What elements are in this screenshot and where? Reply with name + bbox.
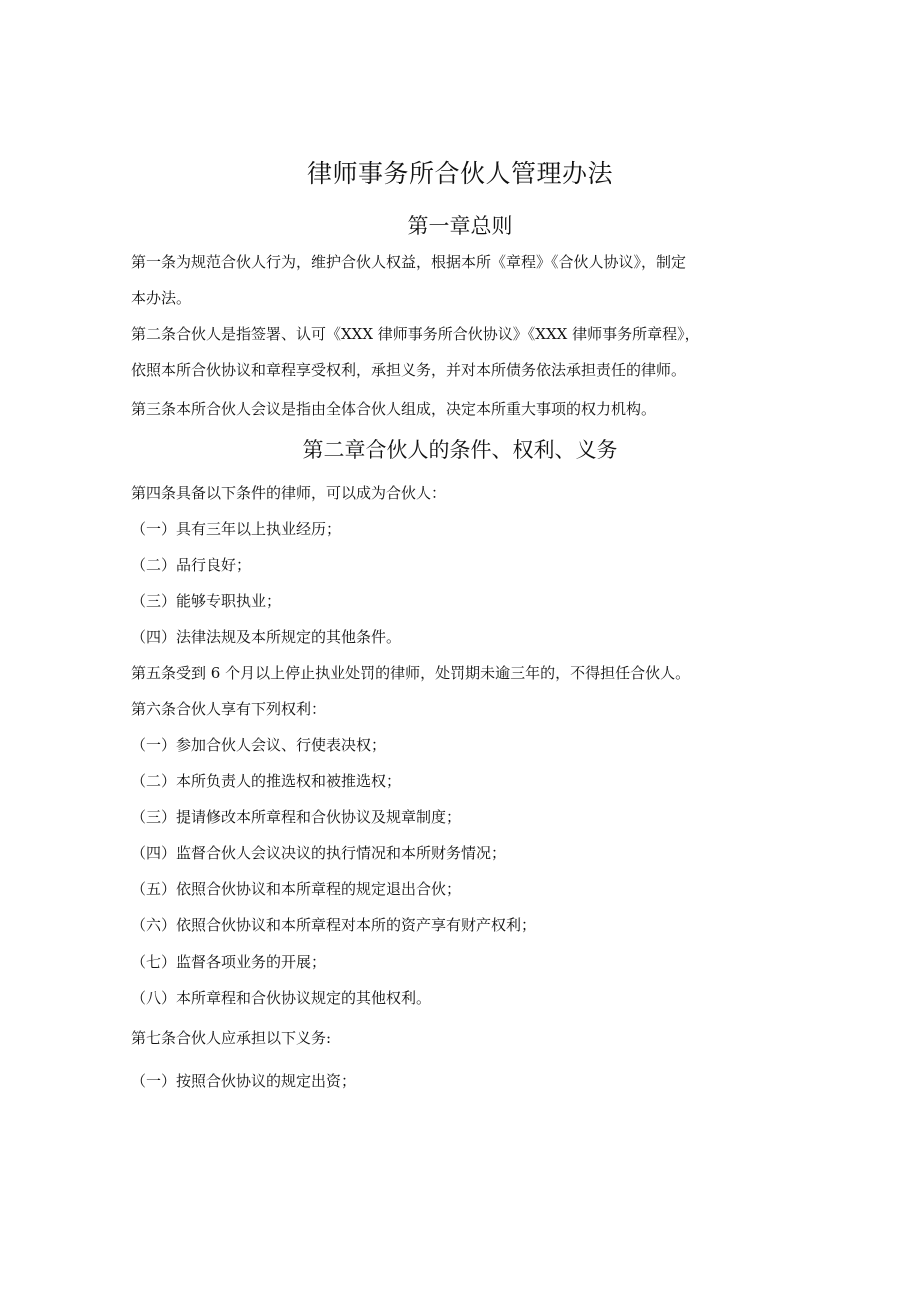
article-6-item-7: （七）监督各项业务的开展； bbox=[131, 953, 327, 971]
article-4-item-1: （一）具有三年以上执业经历； bbox=[131, 520, 342, 538]
article-6-item-4: （四）监督合伙人会议决议的执行情况和本所财务情况； bbox=[131, 844, 507, 862]
article-4-item-4: （四）法律法规及本所规定的其他条件。 bbox=[131, 628, 402, 646]
article-4: 第四条具备以下条件的律师，可以成为合伙人： bbox=[131, 484, 447, 502]
article-2-line-2: 依照本所合伙协议和章程享受权利，承担义务，并对本所债务依法承担责任的律师。 bbox=[131, 361, 687, 379]
article-6-item-8: （八）本所章程和合伙协议规定的其他权利。 bbox=[131, 989, 432, 1007]
article-3: 第三条本所合伙人会议是指由全体合伙人组成，决定本所重大事项的权力机构。 bbox=[131, 400, 657, 418]
article-4-item-3: （三）能够专职执业； bbox=[131, 592, 282, 610]
article-6-item-3: （三）提请修改本所章程和合伙协议及规章制度； bbox=[131, 808, 462, 826]
article-7: 第七条合伙人应承担以下义务: bbox=[131, 1029, 332, 1047]
article-5: 第五条受到 6 个月以上停止执业处罚的律师，处罚期未逾三年的，不得担任合伙人。 bbox=[131, 664, 691, 682]
article-6-item-6: （六）依照合伙协议和本所章程对本所的资产享有财产权利； bbox=[131, 916, 537, 934]
chapter-1-heading: 第一章总则 bbox=[407, 214, 513, 238]
article-6-item-1: （一）参加合伙人会议、行使表决权； bbox=[131, 736, 387, 754]
article-1-line-2: 本办法。 bbox=[131, 289, 192, 307]
article-7-item-1: （一）按照合伙协议的规定出资； bbox=[131, 1072, 357, 1090]
article-6-item-5: （五）依照合伙协议和本所章程的规定退出合伙； bbox=[131, 880, 462, 898]
article-6-item-2: （二）本所负责人的推选权和被推选权； bbox=[131, 772, 402, 790]
article-2-line-1: 第二条合伙人是指签署、认可《XXX 律师事务所合伙协议》《XXX 律师事务所章程》， bbox=[131, 325, 700, 343]
article-1-line-1: 第一条为规范合伙人行为，维护合伙人权益，根据本所《章程》《合伙人协议》，制定 bbox=[131, 253, 687, 271]
article-6: 第六条合伙人享有下列权利： bbox=[131, 700, 327, 718]
article-4-item-2: （二）品行良好； bbox=[131, 556, 252, 574]
document-title: 律师事务所合伙人管理办法 bbox=[306, 159, 613, 188]
chapter-2-heading: 第二章合伙人的条件、权利、义务 bbox=[302, 438, 618, 462]
